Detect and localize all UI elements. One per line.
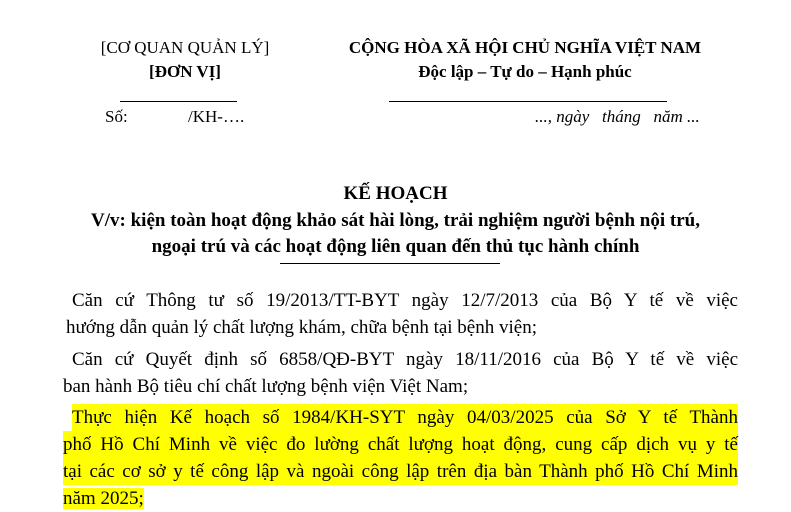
paragraph-line-end (63, 485, 738, 512)
legal-basis-paragraph-1 (66, 287, 738, 341)
doc-number-label: Số: (105, 107, 128, 126)
doc-number-suffix: /KH-…. (188, 107, 245, 126)
implementation-paragraph (63, 404, 738, 512)
agency-name: [CƠ QUAN QUẢN LÝ] (100, 38, 270, 57)
highlighted-line: năm 2025; (63, 488, 144, 509)
national-motto: Độc lập – Tự do – Hạnh phúc (418, 62, 632, 81)
nation-name: CỘNG HÒA XÃ HỘI CHỦ NGHĨA VIỆT NAM (348, 38, 702, 57)
legal-basis-paragraph-2 (63, 346, 738, 400)
highlighted-line: Thực hiện Kế hoạch số 1984/KH-SYT ngày 04/03/2025 của Sở Y tế Thành (72, 404, 738, 431)
document-title: KẾ HOẠCH (343, 183, 448, 204)
unit-name: [ĐƠN VỊ] (149, 62, 221, 81)
right-divider (389, 101, 667, 102)
highlighted-line: phố Hồ Chí Minh về việc đo lường chất lượng hoạt động, cung cấp dịch vụ y tế (63, 431, 738, 458)
title-underline (280, 263, 500, 264)
paragraph-line: Căn cứ Quyết định số 6858/QĐ-BYT ngày 18/11/2016 của Bộ Y tế về việc (72, 349, 738, 370)
paragraph-line: hướng dẫn quản lý chất lượng khám, chữa bệnh tại bệnh viện; (66, 317, 537, 338)
document-subject-line-2: ngoại trú và các hoạt động liên quan đến thủ tục hành chính (151, 236, 640, 257)
highlighted-line: tại các cơ sở y tế công lập và ngoài công lập trên địa bàn Thành phố Hồ Chí Minh (63, 458, 738, 485)
paragraph-line: Căn cứ Thông tư số 19/2013/TT-BYT ngày 12/7/2013 của Bộ Y tế về việc (72, 290, 738, 311)
left-divider (120, 101, 237, 102)
date-line: ..., ngày tháng năm ... (535, 107, 700, 126)
paragraph-line: ban hành Bộ tiêu chí chất lượng bệnh viện Việt Nam; (63, 376, 469, 397)
document-subject-line-1: V/v: kiện toàn hoạt động khảo sát hài lòng, trải nghiệm người bệnh nội trú, (91, 210, 700, 231)
